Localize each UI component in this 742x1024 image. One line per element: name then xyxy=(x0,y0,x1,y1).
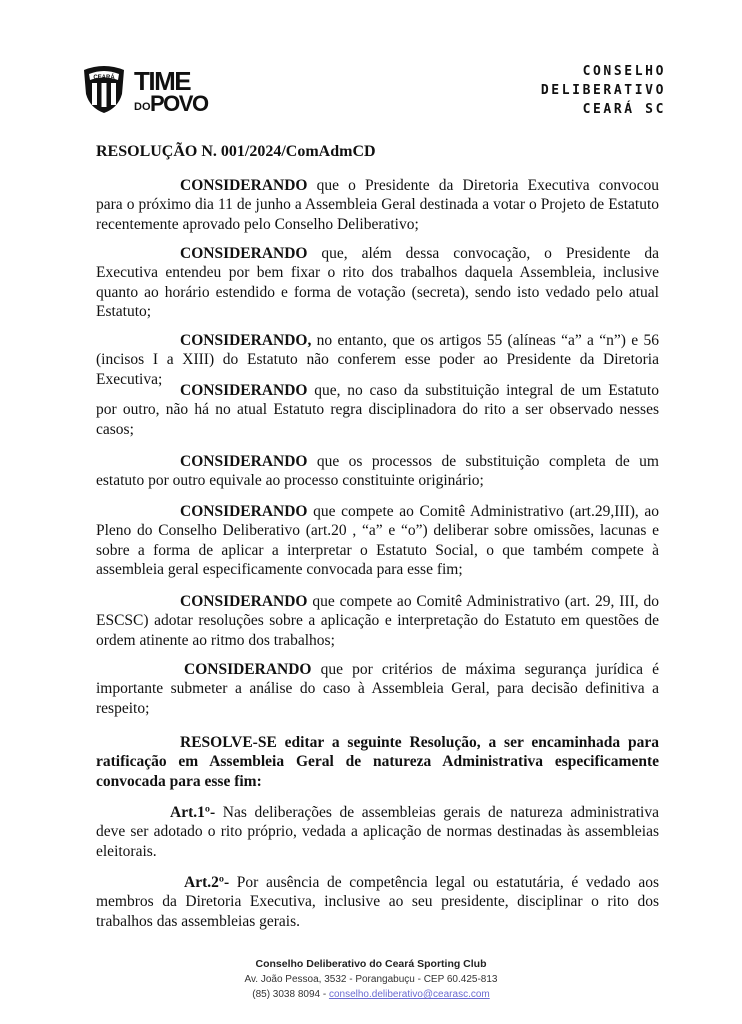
document-title: RESOLUÇÃO N. 001/2024/ComAdmCD xyxy=(96,143,376,160)
article-number: Art.2º- xyxy=(184,874,230,891)
resolve-paragraph: RESOLVE-SE editar a seguinte Resolução, a ser encaminhada para ratificação em Assembleia Geral de natureza Administrativa especificamente convocada para esse fim: xyxy=(96,734,659,790)
footer-contact xyxy=(0,989,742,1000)
paragraph-7: CONSIDERANDO que compete ao Comitê Administrativo (art. 29, III, do ESCSC) adotar resoluções sobre a aplicação e interpretação do Estatuto em questões de ordem atinente ao ritmo dos trabalhos; xyxy=(96,593,659,649)
footer-org: Conselho Deliberativo do Ceará Sporting Club xyxy=(255,958,487,970)
paragraph-2: CONSIDERANDO que, além dessa convocação, o Presidente da Executiva entendeu por bem fixar o rito dos trabalhos daquela Assembleia, inclusive quanto ao horário estendido e forma de votação (secreta), sendo isto vedado pelo atual Estatuto; xyxy=(96,245,659,321)
keyword: CONSIDERANDO xyxy=(180,593,308,610)
footer-phone: (85) 3038 8094 - xyxy=(252,989,329,1000)
club-logo xyxy=(82,64,230,114)
article-2: Art.2º- Por ausência de competência legal ou estatutária, é vedado aos membros da Diretoria Executiva, inclusive ao seu presidente, disciplinar o rito dos trabalhos das assembleias gerais. xyxy=(96,874,659,930)
paragraph-3: CONSIDERANDO, no entanto, que os artigos 55 (alíneas “a” a “n”) e 56 (incisos I a XIII) do Estatuto não conferem esse poder ao Presidente da Diretoria Executiva; xyxy=(96,332,659,388)
logo-text-povo: POVO xyxy=(150,91,208,114)
logo-text-time: TIME xyxy=(134,66,191,96)
paragraph-5: CONSIDERANDO que os processos de substituição completa de um estatuto por outro equivale ao processo constituinte originário; xyxy=(96,453,659,490)
ceara-shield-icon xyxy=(82,64,230,114)
keyword: CONSIDERANDO, xyxy=(180,332,312,349)
keyword: CONSIDERANDO xyxy=(184,661,312,678)
paragraph-8: CONSIDERANDO que por critérios de máxima segurança jurídica é importante submeter a análise do caso à Assembleia Geral, para decisão definitiva a respeito; xyxy=(96,661,659,717)
keyword: CONSIDERANDO xyxy=(180,177,308,194)
logo-text-do: DO xyxy=(134,101,151,113)
shield-text: CEARÁ xyxy=(93,75,115,81)
council-header xyxy=(541,62,666,119)
footer-address: Av. João Pessoa, 3532 - Porangabuçu - CEP 60.425-813 xyxy=(244,974,498,985)
council-line-1: CONSELHO xyxy=(582,64,666,79)
council-line-2: DELIBERATIVO xyxy=(540,83,666,98)
keyword: CONSIDERANDO xyxy=(180,503,308,520)
keyword: CONSIDERANDO xyxy=(180,382,308,399)
council-line-3: CEARÁ SC xyxy=(582,102,666,117)
article-number: Art.1º- xyxy=(170,804,216,821)
footer-email-link[interactable]: conselho.deliberativo@cearasc.com xyxy=(328,989,490,1000)
paragraph-1: CONSIDERANDO que o Presidente da Diretoria Executiva convocou para o próximo dia 11 de junho a Assembleia Geral destinada a votar o Projeto de Estatuto recentemente aprovado pelo Conselho Deliberativo; xyxy=(96,177,659,233)
keyword: CONSIDERANDO xyxy=(180,453,308,470)
article-1: Art.1º- Nas deliberações de assembleias gerais de natureza administrativa deve ser adotado o rito próprio, vedada a aplicação de normas destinadas às assembleias eleitorais. xyxy=(96,804,659,860)
paragraph-6: CONSIDERANDO que compete ao Comitê Administrativo (art.29,III), ao Pleno do Conselho Deliberativo (art.20 , “a” e “o”) deliberar sobre omissões, lacunas e sobre a forma de aplicar a interpretar o Estatuto Social, o que também compete à assembleia geral especificamente convocada para esse fim; xyxy=(96,503,659,579)
paragraph-4: CONSIDERANDO que, no caso da substituição integral de um Estatuto por outro, não há no atual Estatuto regra disciplinadora do rito a ser observado nesses casos; xyxy=(96,382,659,438)
keyword: CONSIDERANDO xyxy=(180,245,308,262)
